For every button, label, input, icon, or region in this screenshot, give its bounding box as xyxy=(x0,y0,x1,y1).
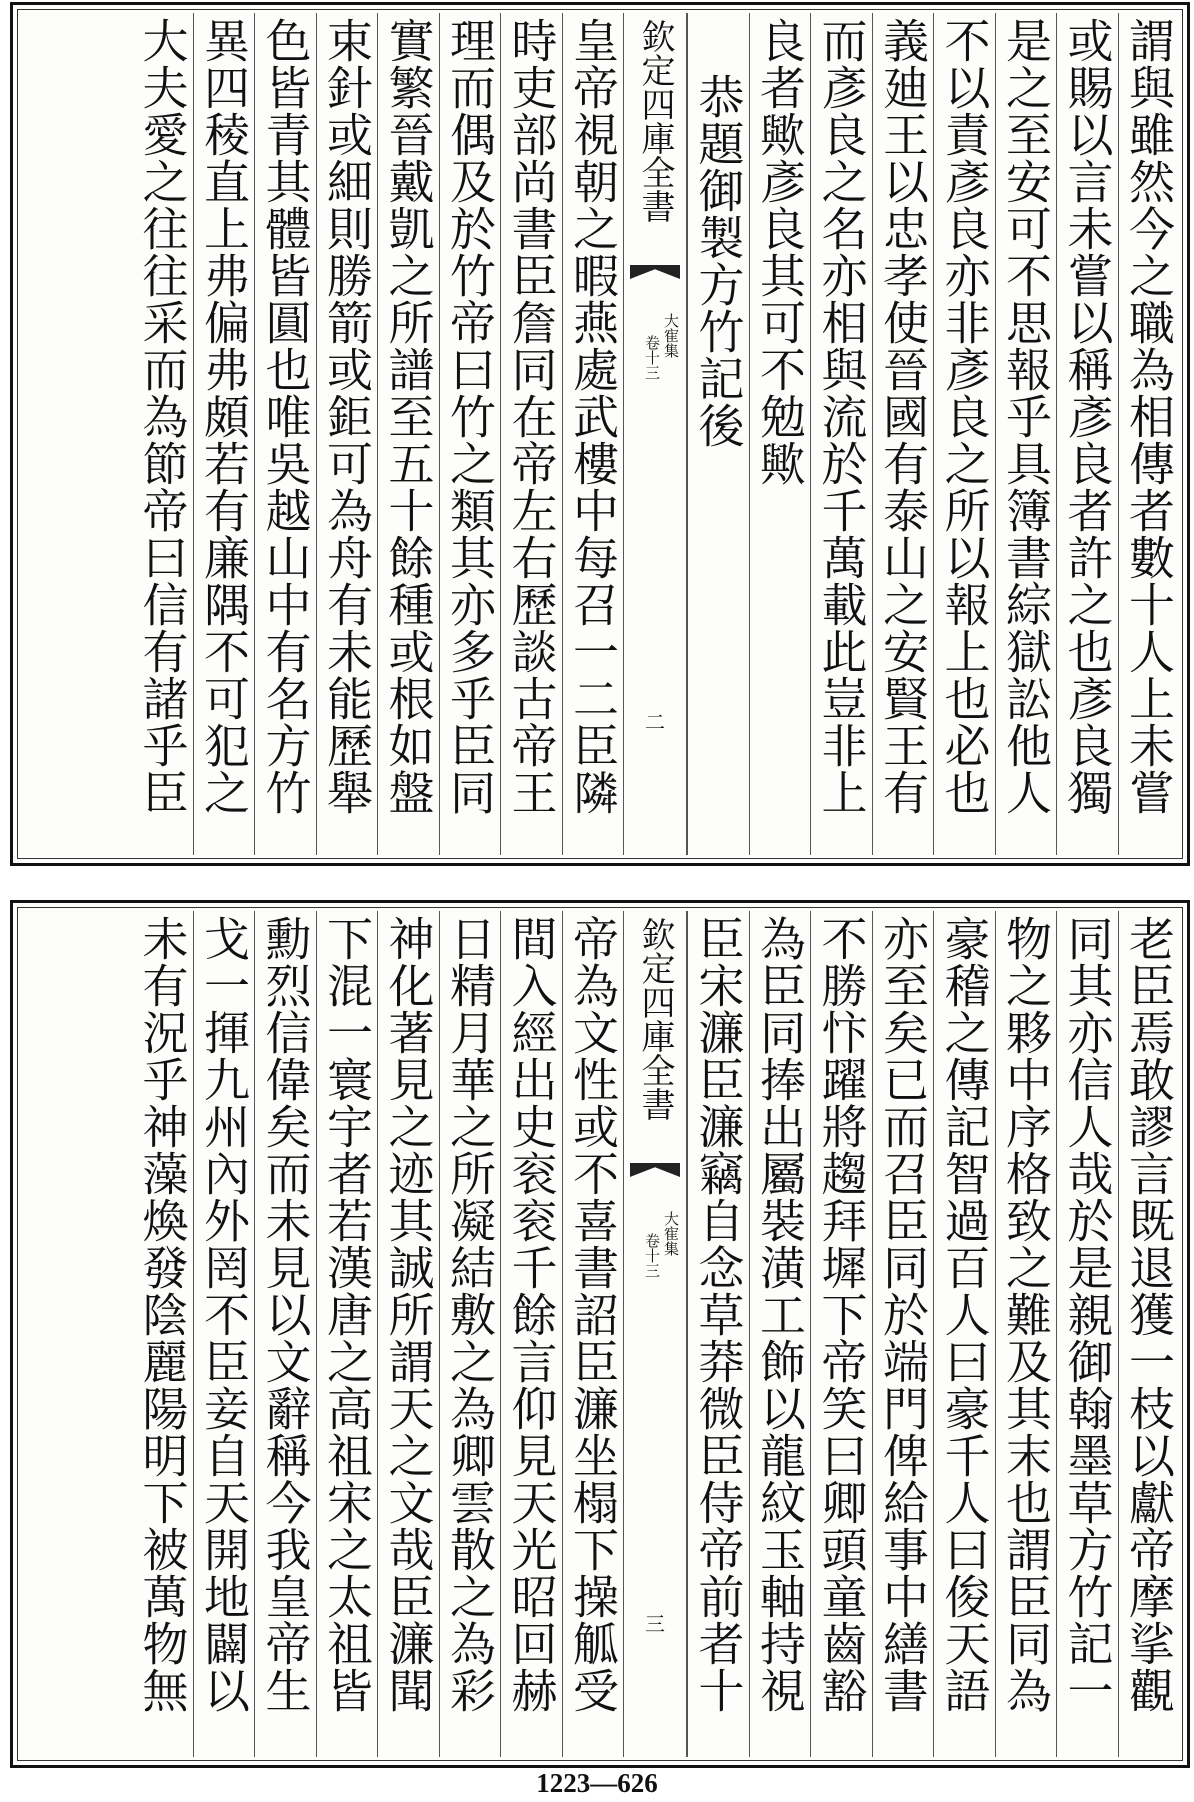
text-column: 皇帝視朝之暇燕處武樓中每召一二臣隣 xyxy=(562,13,624,855)
text-column: 同其亦信人哉於是親御翰墨草方竹記一 xyxy=(1056,911,1118,1757)
text-column: 亦至矣已而召臣同於端門俾給事中繕書 xyxy=(872,911,934,1757)
text-column: 老臣焉敢謬言既退獲一枝以獻帝摩挲觀 xyxy=(1118,911,1180,1757)
fold-title: 欽定四庫全書 xyxy=(635,917,675,1121)
page-reference-number: 1223—626 xyxy=(536,1768,658,1798)
text-column: 間入經出史衮衮千餘言仰見天光昭回赫 xyxy=(500,911,562,1757)
text-column: 下混一寰宇者若漢唐之高祖宋之太祖皆 xyxy=(316,911,378,1757)
text-column: 異四稜直上弗偏弗頗若有廉隅不可犯之 xyxy=(193,13,255,855)
text-column: 戈一揮九州內外罔不臣妾自天開地闢以 xyxy=(193,911,255,1757)
fold-title: 欽定四庫全書 xyxy=(635,19,675,223)
fold-chapter: 卷十三 xyxy=(643,1233,661,1278)
text-column: 不勝忭躍將趨拜墀下帝笑曰卿頭童齒豁 xyxy=(810,911,872,1757)
section-heading: 恭題御製方竹記後 xyxy=(687,13,749,855)
fold-collection: 大寉集 xyxy=(662,313,680,358)
text-columns-bottom xyxy=(21,911,1179,1757)
text-column: 勳烈信偉矣而未見以文辭稱今我皇帝生 xyxy=(254,911,316,1757)
text-column: 色皆青其體皆圓也唯吳越山中有名方竹 xyxy=(254,13,316,855)
text-column: 豪稽之傳記智過百人曰豪千人曰俊天語 xyxy=(933,911,995,1757)
text-column: 或賜以言未嘗以稱彥良者許之也彥良獨 xyxy=(1056,13,1118,855)
page-block-bottom xyxy=(10,900,1190,1768)
text-column: 未有況乎神藻煥發陰麗陽明下被萬物無 xyxy=(135,915,190,1714)
text-column: 良者歟彥良其可不勉歟 xyxy=(749,13,811,855)
text-column: 臣宋濂臣濂竊自念草莽微臣侍帝前者十 xyxy=(687,911,749,1757)
fold-page-number: 三 xyxy=(645,1612,665,1636)
text-column: 為臣同捧出屬裝潢工飾以龍紋玉軸持視 xyxy=(749,911,811,1757)
text-column: 而彥良之名亦相與流於千萬載此豈非上 xyxy=(810,13,872,855)
text-column: 神化著見之迹其誠所謂天之文哉臣濂聞 xyxy=(377,911,439,1757)
text-column: 不以責彥良亦非彥良之所以報上也必也 xyxy=(933,13,995,855)
text-column: 束針或細則勝箭或鉅可為舟有未能歷舉 xyxy=(316,13,378,855)
text-column: 是之至安可不思報乎具簿書綜獄訟他人 xyxy=(995,13,1057,855)
text-column: 義廸王以忠孝使晉國有泰山之安賢王有 xyxy=(872,13,934,855)
fish-tail-mark-icon xyxy=(630,265,680,289)
text-column: 理而偶及於竹帝曰竹之類其亦多乎臣同 xyxy=(439,13,501,855)
center-fold xyxy=(623,13,687,855)
fold-page-number: 二 xyxy=(645,710,665,734)
text-column: 帝為文性或不喜書詔臣濂坐榻下操觚受 xyxy=(562,911,624,1757)
text-column: 大夫愛之往往采而為節帝曰信有諸乎臣 xyxy=(135,17,190,816)
text-column: 日精月華之所凝結敷之為卿雲散之為彩 xyxy=(439,911,501,1757)
fish-tail-mark-icon xyxy=(630,1163,680,1187)
text-column: 物之夥中序格致之難及其末也謂臣同為 xyxy=(995,911,1057,1757)
text-column: 時吏部尚書臣詹同在帝左右歷談古帝王 xyxy=(500,13,562,855)
text-column: 實繁晉戴凱之所譜至五十餘種或根如盤 xyxy=(377,13,439,855)
center-fold xyxy=(623,911,687,1757)
text-columns-top xyxy=(21,13,1179,855)
text-column: 謂與雖然今之職為相傳者數十人上未嘗 xyxy=(1118,13,1180,855)
page-block-top xyxy=(10,2,1190,866)
fold-chapter: 卷十三 xyxy=(643,335,661,380)
fold-collection: 大寉集 xyxy=(662,1211,680,1256)
